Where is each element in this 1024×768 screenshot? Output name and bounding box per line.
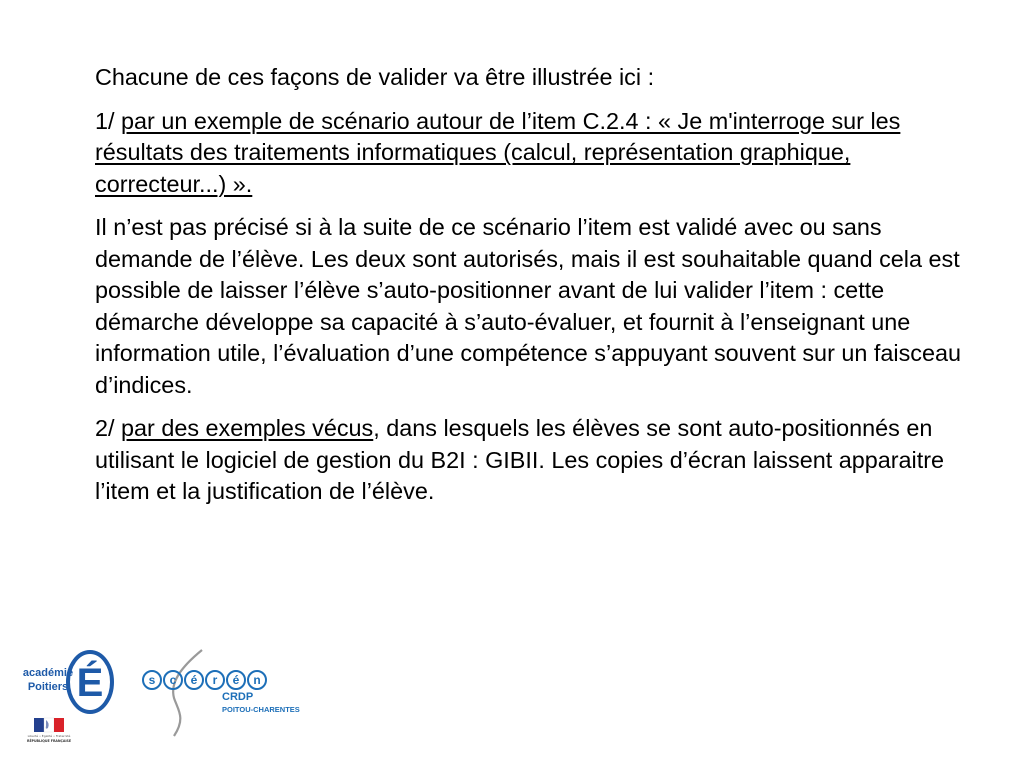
academie-line2: Poitiers xyxy=(27,681,69,693)
point-1-underlined-text: par un exemple de scénario autour de l’item C.2.4 : « Je m'interroge sur les résultats des traitements informatiques (calcul, représentation graphique, correcteur...) ». xyxy=(95,107,901,197)
intro-paragraph: Chacune de ces façons de valider va être illustrée ici : xyxy=(95,64,655,90)
slide-body xyxy=(95,62,967,520)
sceren-letter: é xyxy=(190,673,198,687)
sceren-letter: c xyxy=(169,673,177,687)
republique-motto: Liberté • Égalité • Fraternité xyxy=(27,734,71,738)
sceren-crdp-logo xyxy=(140,648,305,738)
academie-line1: académie xyxy=(22,667,74,679)
academie-letter: É xyxy=(76,661,104,705)
point-2-paragraph xyxy=(95,413,967,508)
point-2-rest: , dans lesquels les élèves se sont auto-positionnés en utilisant le logiciel de gestion du B2I : GIBII. Les copies d’écran laissent apparaitre l’item et la justification de l’élève. xyxy=(95,415,945,504)
point-2-prefix: 2/ xyxy=(95,415,122,441)
point-1-paragraph xyxy=(95,106,967,201)
point-2-underlined-text: par des exemples vécus xyxy=(121,415,374,441)
sceren-letter: n xyxy=(253,673,261,687)
sceren-letter: é xyxy=(232,673,240,687)
point-1-prefix: 1/ xyxy=(95,107,122,134)
republique-flag xyxy=(34,718,64,732)
sceren-letter-circles xyxy=(143,671,266,689)
crdp-label: CRDP xyxy=(222,691,254,703)
academie-poitiers-logo xyxy=(22,646,120,744)
republique-label: RÉPUBLIQUE FRANÇAISE xyxy=(26,739,72,743)
sceren-swoosh xyxy=(173,650,202,736)
crdp-region-label: POITOU-CHARENTES xyxy=(222,705,300,714)
explanation-paragraph: Il n’est pas précisé si à la suite de ce scénario l’item est validé avec ou sans demande de l’élève. Les deux sont autorisés, mais il est souhaitable quand cela est possible de laisser l’élève s’auto-positionner avant de lui valider l’item : cette démarche développe sa capacité à s’auto-évaluer, et fournit à l’enseignant une information utile, l’évaluation d’une compétence s’appuyant souvent sur un faisceau d’indices. xyxy=(95,214,961,398)
sceren-letter: r xyxy=(212,673,218,687)
sceren-letter: s xyxy=(148,673,156,687)
